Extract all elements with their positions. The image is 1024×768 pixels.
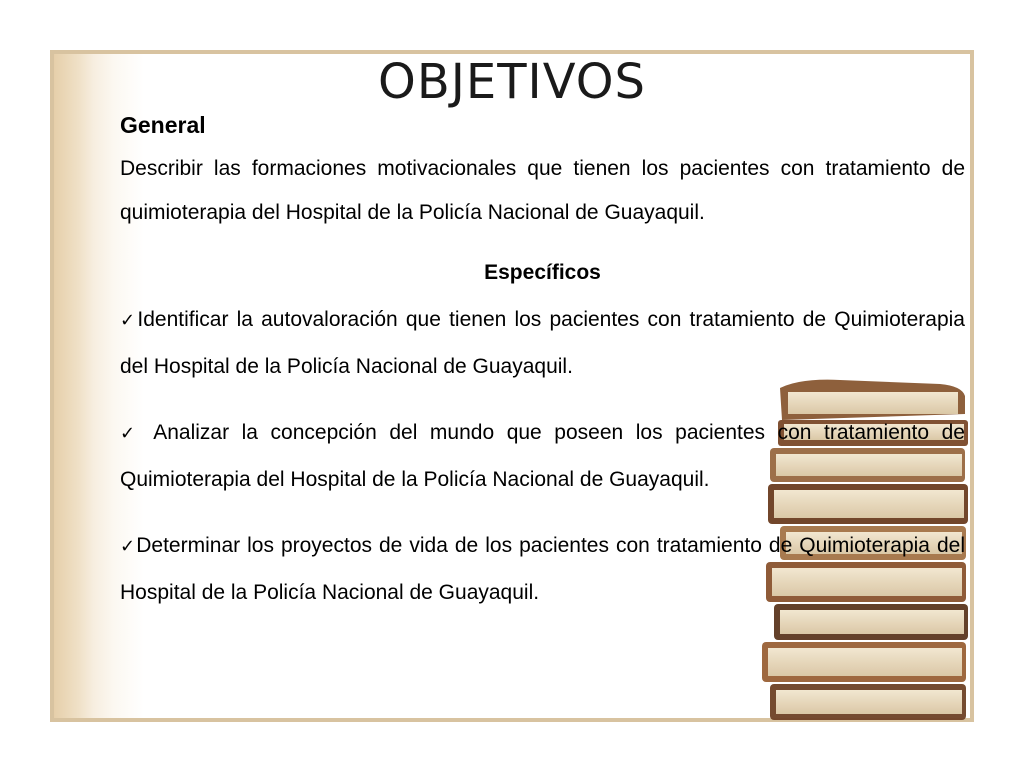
specific-objective-item [120, 410, 965, 503]
general-objective-text: Describir las formaciones motivacionales que tienen los pacientes con tratamiento de quimioterapia del Hospital de la Policía Nacional de Guayaquil. [120, 157, 965, 224]
checkmark-icon: ✓ [120, 536, 137, 557]
checkmark-icon: ✓ [120, 310, 138, 331]
slide-content [120, 112, 965, 616]
specific-objective-text: Determinar los proyectos de vida de los pacientes con tratamiento de Quimioterapia del Hospital de la Policía Nacional de Guayaquil. [120, 534, 965, 604]
specific-objective-text: Identificar la autovaloración que tienen los pacientes con tratamiento de Quimioterapia del Hospital de la Policía Nacional de Guayaquil. [120, 308, 965, 378]
slide-title: OBJETIVOS [378, 54, 646, 110]
specific-objective-text: Analizar la concepción del mundo que poseen los pacientes con tratamiento de Quimioterapia del Hospital de la Policía Nacional de Guayaquil. [120, 421, 965, 491]
specific-objective-item [120, 297, 965, 390]
general-heading: General [120, 112, 206, 138]
specific-heading: Específicos [484, 261, 601, 284]
specific-objective-item [120, 523, 965, 616]
checkmark-icon: ✓ [120, 423, 142, 444]
